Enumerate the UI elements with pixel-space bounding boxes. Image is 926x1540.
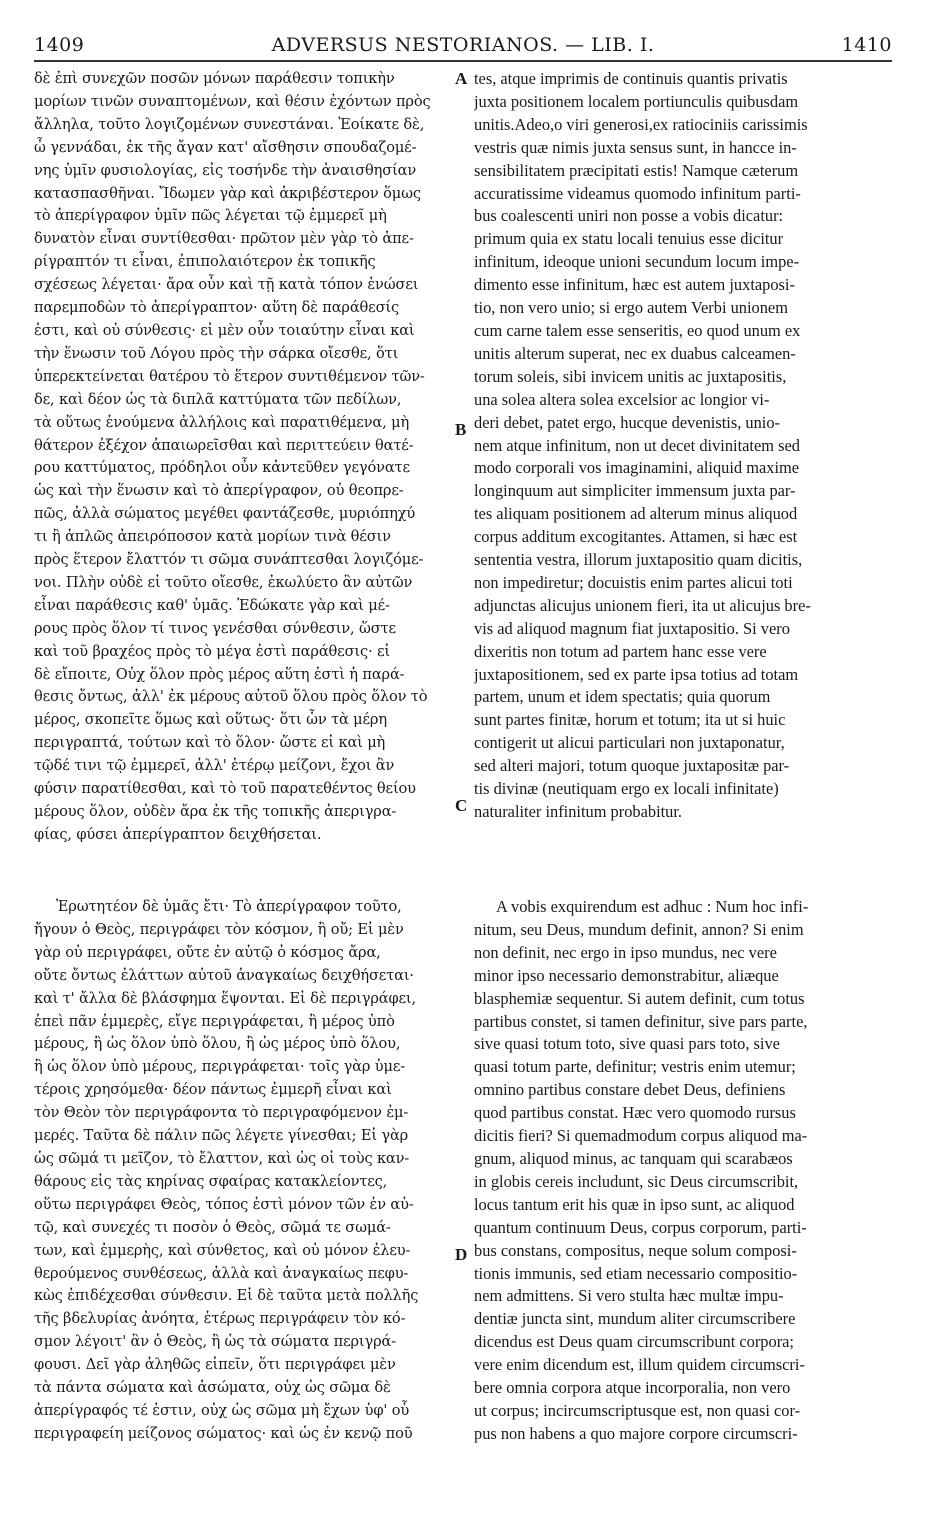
text-line: accuratissime videamus quomodo infinitum parti- <box>474 183 801 203</box>
text-line: ὦ γεννάδαι, ἐκ τῆς ἄγαν κατ' αἴσθησιν σπουδαζομέ- <box>34 138 417 156</box>
text-line: περιγραπτά, τούτων καὶ τὸ ὅλον· ὥστε εἰ καὶ μὴ <box>34 734 386 752</box>
text-line: naturaliter infinitum probabitur. <box>474 802 683 821</box>
text-line: μερές. Ταῦτα δὲ πάλιν πῶς λέγετε γίνεσθαι; Εἰ γὰρ <box>34 1127 409 1145</box>
text-line: ut corpus; incircumscriptusque est, non quasi cor- <box>474 1400 801 1420</box>
text-line: unitis alterum superat, nec ex duabus calceamen- <box>474 343 796 363</box>
text-line: τῷδέ τινι τῷ ἐμμερεῖ, ἀλλ' ἑτέρῳ μείζονι, ἔχοι ἂν <box>34 757 395 775</box>
text-line: torum soleis, sibi invicem unitis ac juxtapositis, <box>474 366 787 386</box>
text-line: σχέσεως λέγεται· ἄρα οὖν καὶ τῇ κατὰ τόπον ἑνώσει <box>34 276 419 294</box>
text-line: των, καὶ ἐμμερὴς, καὶ σύνθετος, καὶ οὐ μόνον ἐλευ- <box>34 1241 411 1259</box>
text-line: bus constans, compositus, neque solum composi- <box>474 1240 797 1260</box>
text-line: tis divinæ (neutiquam ergo ex locali infinitate) <box>474 779 779 799</box>
text-line: gnum, aliquod minus, ac tanquam qui scarabæos <box>474 1148 793 1168</box>
text-line: ἀπερίγραφός τέ ἐστιν, οὐχ ὡς σῶμα μὴ ἔχων ὑφ' οὗ <box>34 1401 410 1419</box>
text-line: θάρους εἰς τὰς κηρίνας σφαίρας κατακλείοντες, <box>34 1172 388 1190</box>
text-line: φουσι. Δεῖ γὰρ ἀληθῶς εἰπεῖν, ὅτι περιγράφει μὲν <box>34 1356 396 1374</box>
text-line: tionis immunis, sed etiam necessario compositio- <box>474 1263 798 1283</box>
text-line: nitum, seu Deus, mundum definit, annon? Si enim <box>474 919 804 939</box>
text-line: δὲ εἴποιτε, Οὐχ ὅλον πρὸς μέρος αὕτη ἐστὶ ἡ παρά- <box>34 665 405 683</box>
text-line: κὼς ἐπιδέχεσθαι σύνθεσιν. Εἰ δὲ ταῦτα μετὰ πολλῆς <box>34 1287 419 1305</box>
text-line: ὑπερεκτείνεται θατέρου τὸ ἕτερον συντιθέμενον τῶν- <box>34 367 425 385</box>
text-line: νης ὑμῖν φυσιολογίας, εἰς τοσήνδε τὴν ἀναισθησίαν <box>34 161 417 179</box>
text-line: δε, καὶ δέον ὡς τὰ διπλᾶ καττύματα τῶν πεδίλων, <box>34 390 402 408</box>
text-line: ρίγραπτόν τι εἶναι, ἐπιπολαιότερον ἐκ τοπικῆς <box>34 253 376 271</box>
text-line: τὸν Θεὸν τὸν περιγράφοντα τὸ περιγραφόμενον ἐμ- <box>34 1104 409 1122</box>
text-line: sed alteri majori, totum quoque juxtapositæ par- <box>474 756 790 776</box>
text-line: dentiæ juncta sint, mundum aliter circumscribere <box>474 1309 796 1329</box>
greek-column-section-1 <box>34 68 456 847</box>
text-line: ρου καττύματος, πρόδηλοι οὖν κἀντεῦθεν γεγόνατε <box>34 459 410 477</box>
running-title: ADVERSUS NESTORIANOS. — LIB. I. <box>271 34 655 56</box>
text-line: τὸ ἀπερίγραφον ὑμῖν πῶς λέγεται τῷ ἐμμερεῖ μὴ <box>34 207 387 225</box>
text-line: θερούμενος συνθέσεως, ἀλλὰ καὶ ἀναγκαίως πεφυ- <box>34 1264 409 1282</box>
text-line: blasphemiæ sequentur. Si autem definit, cum totus <box>474 988 805 1008</box>
text-line: ἐστι, καὶ οὐ σύνθεσις· εἰ μὲν οὖν τοιαύτην εἶναι καὶ <box>34 321 415 339</box>
text-line: quod partibus constat. Hæc vero quomodo rursus <box>474 1103 796 1123</box>
text-line: tio, non vero unio; si ergo autem Verbi unionem <box>474 298 788 318</box>
text-line: τῷ, καὶ συνεχές τι ποσὸν ὁ Θεὸς, σῶμά τε σωμά- <box>34 1218 391 1236</box>
text-line: ἢ ὡς ὅλον ὑπὸ μέρους, περιγράφεται· τοῖς γὰρ ὑμε- <box>34 1058 406 1076</box>
text-line: vis ad aliquod magnum fiat juxtapositio. Si vero <box>474 618 790 638</box>
text-line: ἄλληλα, τοῦτο λογιζομένων συνεστάναι. Ἐοίκατε δὲ, <box>34 115 425 133</box>
text-line: τῆς βδελυρίας ἀνόητα, ἑτέρως περιγράφειν τὸν κό- <box>34 1310 406 1328</box>
text-line: Ἐρωτητέον δὲ ὑμᾶς ἔτι· Τὸ ἀπερίγραφον τοῦτο, <box>56 898 402 915</box>
text-line: θάτερον ἐξέχον ἀπαιωρεῖσθαι καὶ περιττεύειν θατέ- <box>34 436 414 454</box>
text-line: adjunctas alicujus unionem fieri, ita ut alicujus bre- <box>474 595 811 615</box>
text-line: contigerit ut alicui particulari non juxtaponatur, <box>474 733 785 753</box>
text-line: locus tantum erit his quæ in ipso sunt, ac aliquod <box>474 1194 795 1214</box>
text-line: juxtapositionem, sed ex parte ipsa totius ad totam <box>474 664 799 684</box>
margin-marker-c: C <box>455 796 468 815</box>
text-line: infinitum, ideoque unioni secundum locum impe- <box>474 252 800 272</box>
text-line: in globis cereis includunt, sic Deus circumscribit, <box>474 1171 799 1191</box>
text-line: μέρους, ἢ ὡς ὅλον ὑπὸ ὅλου, ἢ ὡς μέρος ὑπὸ ὅλου, <box>34 1035 401 1053</box>
text-line: γὰρ οὐ περιγράφει, οὔτε ἐν αὐτῷ ὁ κόσμος ἄρα, <box>34 943 381 961</box>
text-line: modo corporali vos imaginamini, aliquid maxime <box>474 458 800 478</box>
text-line: οὔτε ὄντως ἐλάττων αὐτοῦ ἀναγκαίως δειχθήσεται· <box>34 966 414 984</box>
latin-column-section-1 <box>474 68 894 824</box>
text-line: dixeritis non totum ad partem hanc esse vere <box>474 641 767 661</box>
text-line: τὴν ἕνωσιν τοῦ Λόγου πρὸς τὴν σάρκα οἴεσθε, ὅτι <box>34 344 399 362</box>
text-line: περιγραφείη μείζονος σώματος· καὶ ὡς ἐν κενῷ ποῦ <box>34 1424 413 1442</box>
text-line: A vobis exquirendum est adhuc : Num hoc infi- <box>496 897 809 916</box>
text-line: dimento esse infinitum, hæc est autem juxtaposi- <box>474 275 795 295</box>
page-number-right: 1410 <box>841 34 892 56</box>
text-line: una solea altera solea excelsior ac longior vi- <box>474 389 770 409</box>
text-line: sunt partes finitæ, horum et totum; ita ut si huic <box>474 710 786 730</box>
text-line: σμον λέγοιτ' ἂν ὁ Θεὸς, ἢ ὡς τὰ σώματα περιγρά- <box>34 1333 396 1351</box>
margin-marker-a: A <box>455 69 468 88</box>
text-line: tes aliquam positionem ad alterum minus aliquod <box>474 504 798 524</box>
text-line: μορίων τινῶν συναπτομένων, καὶ θέσιν ἐχόντων πρὸς <box>34 92 431 110</box>
text-line: vestris quæ nimis juxta sensus sunt, in hancce in- <box>474 137 797 157</box>
text-line: ρους πρὸς ὅλον τί τινος γενέσθαι σύνθεσιν, ὥστε <box>34 619 396 637</box>
text-line: μέρος, σκοπεῖτε ὅμως καὶ οὕτως· ὅτι ὧν τὰ μέρη <box>34 711 387 729</box>
text-line: δὲ ἐπὶ συνεχῶν ποσῶν μόνων παράθεσιν τοπικὴν <box>34 70 395 87</box>
text-line: minor ipso necessario demonstrabitur, aliæque <box>474 965 779 985</box>
margin-marker-b: B <box>455 420 467 439</box>
text-line: πρὸς ἕτερον ἔλαττόν τι σῶμα συνάπτεσθαι λογιζόμε- <box>34 551 424 569</box>
text-line: longinquum aut simpliciter immensum juxta par- <box>474 481 796 501</box>
text-line: deri debet, patet ergo, hucque devenistis, unio- <box>474 412 781 432</box>
greek-column-section-2 <box>34 896 458 1446</box>
text-line: ἐπεὶ πᾶν ἐμμερὲς, εἴγε περιγράφεται, ἢ μέρος ὑπὸ <box>34 1012 395 1030</box>
text-line: vere enim dicendum est, illum quidem circumscri- <box>474 1355 805 1375</box>
text-line: juxta positionem localem portiunculis quibusdam <box>474 91 799 111</box>
text-line: ὡς σῶμά τι μεῖζον, τὸ ἔλαττον, καὶ ὡς οἱ τοὺς καν- <box>34 1149 410 1167</box>
text-line: dicitis fieri? Si quemadmodum corpus aliquod ma- <box>474 1126 808 1146</box>
text-line: παρεμποδὼν τὸ ἀπερίγραπτον· αὕτη δὲ παράθεσίς <box>34 299 399 317</box>
text-line: cum carne talem esse senseritis, eo quod unum ex <box>474 320 801 340</box>
text-line: οὕτω περιγράφει Θεὸς, τόπος ἐστὶ μόνον τῶν ἐν αὐ- <box>34 1195 414 1213</box>
text-line: τὰ οὕτως ἑνούμενα ἀλλήλοις καὶ παρατιθέμενα, μὴ <box>34 413 410 431</box>
text-line: τὰ πάντα σώματα καὶ ἀσώματα, οὐχ ὡς σῶμα δὲ <box>34 1379 391 1397</box>
page-number-left: 1409 <box>34 34 85 56</box>
text-line: μέρους ὅλον, οὐδὲν ἄρα ἐκ τῆς τοπικῆς ἀπεριγρα- <box>34 803 397 820</box>
text-line: omnino partibus constare debet Deus, definiens <box>474 1080 786 1100</box>
text-line: νοι. Πλὴν οὐδὲ εἰ τοῦτο οἴεσθε, ἐκωλύετο ἂν αὐτῶν <box>34 573 413 591</box>
text-line: quantum continuum Deus, corpus corporum, parti- <box>474 1217 807 1237</box>
text-line: quasi totum parte, definitur; vestris enim utemur; <box>474 1057 796 1077</box>
text-line: non definit, nec ergo in ipso mundus, nec vere <box>474 942 777 962</box>
text-line: φίας, φύσει ἀπερίγραπτον δειχθήσεται. <box>34 825 322 843</box>
text-line: unitis.Adeo,o viri generosi,ex ratiociniis carissimis <box>474 114 808 134</box>
latin-column-section-2 <box>474 896 894 1446</box>
text-line: bere omnia corpora atque incorporalia, non vero <box>474 1378 791 1398</box>
text-line: corpus additum excogitantes. Attamen, si hæc est <box>474 527 798 547</box>
text-line: nem atque infinitum, non ut decet divinitatem sed <box>474 435 800 455</box>
text-line: non impediretur; docuistis enim partes alicui toti <box>474 572 793 592</box>
text-line: τέροις χρησόμεθα· δέον πάντως ἐμμερῆ εἶναι καὶ <box>34 1081 392 1099</box>
text-line: εἶναι παράθεσις καθ' ὑμᾶς. Ἐδώκατε γὰρ καὶ μέ- <box>34 596 390 614</box>
running-header <box>34 34 892 58</box>
text-line: φύσιν παρατίθεσθαι, καὶ τὸ τοῦ παρατεθέντος θείου <box>34 780 416 798</box>
margin-marker-d: D <box>455 1245 468 1264</box>
text-line: nem admittens. Si vero stulta hæc multæ impu- <box>474 1286 784 1306</box>
text-line: pus non habens a quo majore corpore circumscri- <box>474 1423 798 1443</box>
text-line: partem, unum et idem spectatis; quia quorum <box>474 687 771 707</box>
text-line: primum quia ex statu locali tenuius esse dicitur <box>474 229 784 249</box>
text-line: ἤγουν ὁ Θεὸς, περιγράφει τὸν κόσμον, ἢ οὔ; Εἰ μὲν <box>34 920 404 938</box>
text-line: bus coalescenti uniri non posse a vobis dicatur: <box>474 206 784 226</box>
text-line: δυνατὸν εἶναι συντίθεσθαι· πρῶτον μὲν γὰρ τὸ ἀπε- <box>34 230 414 248</box>
text-line: καὶ τοῦ βραχέος πρὸς τὸ μέγα ἐστὶ παράθεσις· εἰ <box>34 642 390 660</box>
text-line: τι ἢ ἁπλῶς ἀπειρόποσον κατὰ μορίων τινὰ θέσιν <box>34 528 391 546</box>
text-line: partibus constet, si tamen definitur, sive pars parte, <box>474 1011 808 1031</box>
text-line: κατασπασθῆναι. Ἴδωμεν γὰρ καὶ ἀκριβέστερον ὅμως <box>34 184 421 202</box>
header-rule <box>34 60 892 62</box>
text-line: θεσις ὄντως, ἀλλ' ἐκ μέρους αὐτοῦ ὅλου πρὸς ὅλον τὸ <box>34 688 428 706</box>
text-line: sive quasi totum toto, sive quasi pars toto, sive <box>474 1034 780 1054</box>
text-line: ὡς καὶ τὴν ἕνωσιν καὶ τὸ ἀπερίγραφον, οὐ θεοπρε- <box>34 482 404 500</box>
text-line: καὶ τ' ἄλλα δὲ βλάσφημα ἕψονται. Εἰ δὲ περιγράφει, <box>34 989 416 1007</box>
text-line: sententia vestra, illorum juxtapositio quam dicitis, <box>474 550 803 570</box>
text-line: sensibilitatem præcipitati estis! Namque cæterum <box>474 160 799 180</box>
text-line: dicendus est Deus quam circumscribunt corpora; <box>474 1332 794 1352</box>
text-line: tes, atque imprimis de continuis quantis privatis <box>474 69 788 88</box>
text-line: πῶς, ἀλλὰ σώματος μεγέθει φαντάζεσθε, μυριόπηχύ <box>34 505 416 523</box>
